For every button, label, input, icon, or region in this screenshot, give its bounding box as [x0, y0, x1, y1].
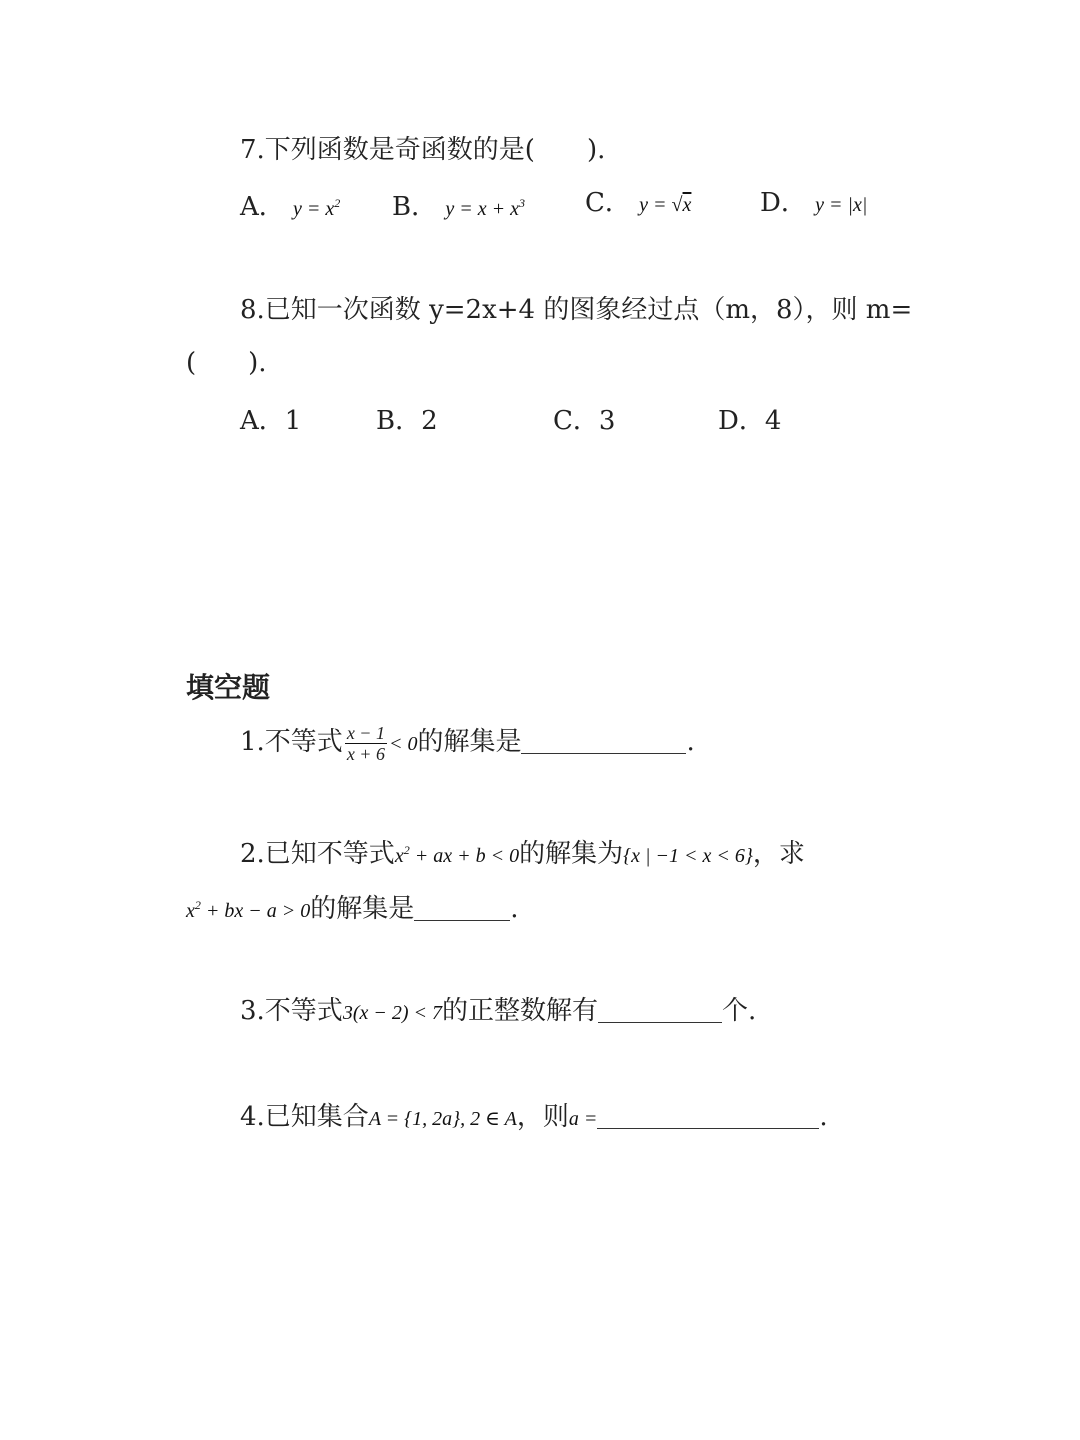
- question-text: 的解集是: [417, 727, 522, 757]
- question-8-stem-line2: ( ).: [186, 348, 267, 378]
- question-end: .: [510, 894, 519, 924]
- fill-question-4: [240, 1100, 828, 1136]
- q7-option-c: [585, 186, 691, 222]
- solution-set: {x | −1 < x < 6}: [623, 845, 753, 867]
- expression: [186, 900, 310, 922]
- expr-text: x: [394, 845, 404, 867]
- question-text: 2.已知不等式: [240, 839, 395, 869]
- answer-blank[interactable]: [597, 1102, 819, 1129]
- question-text: 的正整数解有: [442, 996, 599, 1026]
- fill-question-3: [240, 994, 756, 1030]
- question-text: 的解集是: [310, 894, 415, 924]
- q8-option-d: D．4: [718, 406, 782, 436]
- q7-option-a: [240, 186, 340, 226]
- expression: A = {1, 2a}, 2 ∈ A: [368, 1108, 517, 1130]
- fraction: [345, 723, 387, 764]
- expr-text: y = x + x: [445, 198, 519, 220]
- expr-exponent: 2: [403, 843, 410, 857]
- expr-text: + bx − a > 0: [200, 900, 311, 922]
- q8-option-c: C．3: [553, 406, 616, 436]
- option-label: A．: [240, 192, 285, 222]
- expression: 3(x − 2) < 7: [342, 1002, 443, 1024]
- expr-text: x: [186, 900, 195, 922]
- answer-blank[interactable]: [598, 996, 722, 1023]
- question-text: 1.不等式: [240, 727, 343, 757]
- expr-exponent: 2: [334, 196, 341, 210]
- q7-option-d: [760, 186, 867, 222]
- expr-text: y = x: [293, 198, 335, 220]
- section-heading: 填空题: [186, 671, 271, 704]
- question-text: ，则: [516, 1102, 569, 1132]
- question-end: .: [819, 1102, 828, 1132]
- option-label: B．: [392, 192, 438, 222]
- expression: a =: [568, 1108, 598, 1130]
- question-7-stem: 7.下列函数是奇函数的是( ).: [240, 135, 606, 165]
- fraction-numerator: x − 1: [346, 722, 385, 743]
- inequality: < 0: [388, 733, 418, 755]
- expr-exponent: 3: [519, 196, 525, 210]
- option-label: D．: [760, 188, 807, 218]
- fill-question-1: [240, 722, 695, 764]
- option-expression: y = |x|: [815, 194, 868, 216]
- fill-question-2-line2: [186, 888, 519, 928]
- question-text: ，求: [752, 839, 805, 869]
- fraction-denominator: x + 6: [346, 743, 385, 764]
- question-text: 3.不等式: [240, 996, 343, 1026]
- expr-radicand: x: [682, 194, 692, 216]
- expr-text: y = √: [639, 194, 683, 216]
- fill-question-2-line1: [240, 833, 805, 873]
- answer-blank[interactable]: [414, 894, 510, 921]
- option-expression: [293, 198, 340, 220]
- question-end: 个.: [722, 996, 757, 1026]
- option-expression: [445, 198, 525, 220]
- option-expression: [639, 194, 691, 216]
- answer-blank[interactable]: [521, 727, 686, 754]
- question-text: 4.已知集合: [240, 1102, 369, 1132]
- expression: [395, 845, 519, 867]
- question-end: .: [686, 727, 695, 757]
- question-text: 的解集为: [519, 839, 624, 869]
- q8-option-b: B．2: [376, 406, 438, 436]
- option-label: C．: [585, 188, 631, 218]
- expr-exponent: 2: [194, 898, 201, 912]
- q7-option-b: [392, 186, 525, 226]
- expr-text: + ax + b < 0: [409, 845, 520, 867]
- question-8-stem-line1: 8.已知一次函数 y=2x+4 的图象经过点（m，8），则 m=: [240, 295, 913, 325]
- q8-option-a: A．1: [240, 406, 302, 436]
